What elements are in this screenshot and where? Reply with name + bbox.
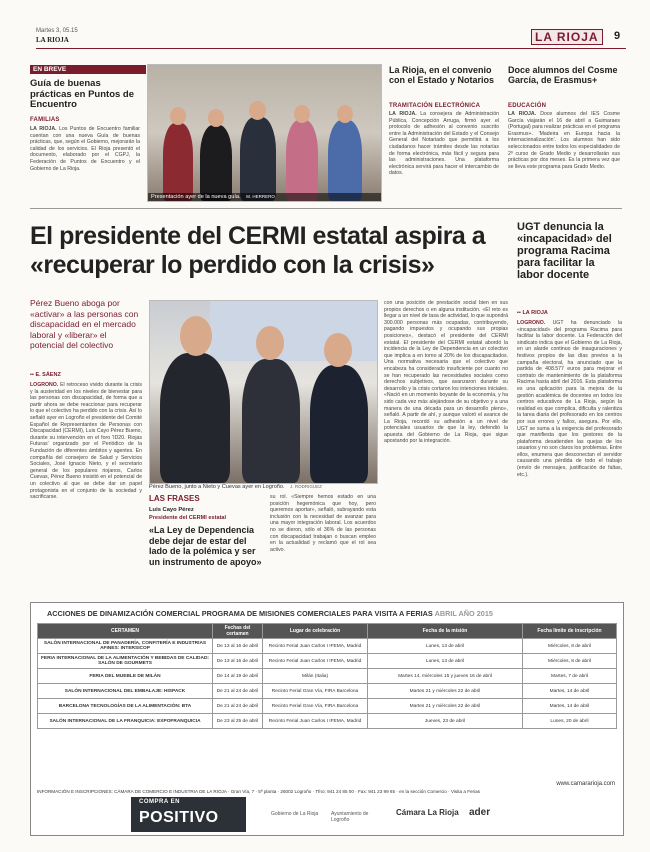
ugt-byline-line: ▪▪ LA RIOJA bbox=[517, 310, 548, 316]
ad-title: ACCIONES DE DINAMIZACIÓN COMERCIAL PROGRAMA DE MISIONES COMERCIALES PARA VISITA A FERIAS bbox=[47, 609, 433, 618]
ad-info: INFORMACIÓN E INSCRIPCIONES: CÁMARA DE COMERCIO E INDUSTRIA DE LA RIOJA · Gran Vía, 7 · 5ª planta · 26002 Logroño · Tfno: 941 24 85 00 · Fax: 941 23 99 65 · en la sección Comercio · Visita a Ferias bbox=[37, 789, 480, 794]
cosme-text: Doce alumnos del IES Cosme García viajarán el 16 de abril a Guimaraes (Portugal) para realizar prácticas en el programa Erasmus+. 'Madeira en Europa hacia la internacionalización'. Los alumnos han sido seleccionados entre todos los especialidades de 2º curso de Grado Medio y desarrollarán sus prácticas por dos meses. Es la primera vez que se lleva este programa para Grado Medio. bbox=[508, 111, 620, 170]
convenio-text: La consejera de Administración Pública, Concepción Arruga, firmó ayer el protocolo de adhesión al convenio suscrito entre la Administración del Estado y el Consejo General del Notariado que permitirá a los ciudadanos hacer trámites desde las notarías de forma electrónica, más fácil y segura para las administraciones. Una plataforma electrónica servirá para hacer el intercambio de datos. bbox=[389, 111, 499, 177]
figure-5-head bbox=[337, 105, 353, 123]
figure-2-head bbox=[208, 109, 224, 127]
brief-text: Los Puntos de Encuentro familiar cuentan con una nueva Guía de buenas prácticas, que, según el Gobierno, mejorarán la calidad de los servicios. El Rioja presentó el documento, elaborado por el CGPJ, la Federación de Puntos de Encuentro y el Gobierno de La Rioja. bbox=[30, 126, 140, 172]
ad-cell: Recinto Ferial Gran Vía, FIRA Barcelona bbox=[263, 684, 368, 699]
cosme-kicker: EDUCACIÓN bbox=[508, 103, 547, 109]
positivo-label: POSITIVO bbox=[139, 809, 219, 826]
ad-cell: SALÓN INTERNACIONAL DE LA FRANQUICIA: EXPOFRANQUICIA bbox=[38, 714, 213, 729]
ad-cell: De 13 al 16 de abril bbox=[213, 639, 263, 654]
figure-1 bbox=[163, 123, 193, 201]
figure-2 bbox=[200, 125, 232, 201]
brief-byline: LA RIOJA. bbox=[30, 126, 57, 132]
col-fechas: Fechas del certamen bbox=[213, 624, 263, 639]
quote-tag: LAS FRASES bbox=[149, 494, 200, 503]
ad-cell: De 21 al 24 de abril bbox=[213, 699, 263, 714]
page-number: 9 bbox=[614, 30, 621, 42]
ad-cell: Recinto Ferial Juan Carlos I IFEMA, Madrid bbox=[263, 714, 368, 729]
ugt-city: LOGROÑO. bbox=[517, 320, 546, 326]
ad-cell: Recinto Ferial Juan Carlos I IFEMA, Madrid bbox=[263, 654, 368, 669]
photo-guide-presentation bbox=[147, 64, 382, 202]
figure-perez-head bbox=[180, 316, 212, 356]
ugt-body bbox=[517, 320, 622, 582]
ad-cell: SALÓN INTERNACIONAL DEL EMBALAJE: HISPACK bbox=[38, 684, 213, 699]
ad-cell: Martes 21 y miércoles 22 de abril bbox=[368, 684, 523, 699]
ad-cell: Recinto Ferial Gran Vía, FIRA Barcelona bbox=[263, 699, 368, 714]
convenio-byline: LA RIOJA. bbox=[389, 111, 417, 117]
ad-cell: Milán (Italia) bbox=[263, 669, 368, 684]
main-subhead: Pérez Bueno aboga por «activar» a las personas con discapacidad en el mercado laboral y «liberar» el potencial del colectivo bbox=[30, 298, 139, 350]
photo-cermi bbox=[149, 300, 378, 484]
main-col1-text: El retroceso vivido durante la crisis y la austeridad en los niveles de bienestar para las personas con discapacidad, de forma que a partir ahora se debe reaccionar para recuperar lo que el colectivo ha perdido con la crisis. Así lo señaló ayer en Logroño el presidente del Comité Español de Representantes de Personas con Discapacidad (CERMI), Luis Cayo Pérez Bueno, durante su intervención en el foro 'ID20. Riojas Futuras' organizado por el Periódico de la Fundación de diferentes ámbitos y agentes. En compañía del consejero de Salud y Servicios Sociales, José Ignacio Nieto, y el secretario general de los populares riojanos, Carlos Cuevas, Pérez Bueno insistió en el potencial de un colectivo al que se debe dar un papel protagonista en el conjunto de la sociedad y sacrificarse. bbox=[30, 382, 142, 501]
logo-ayuntamiento: Ayuntamiento de Logroño bbox=[331, 811, 369, 823]
main-col2: su rol. «Siempre hemos estado en una posición hegemónica que hoy, pero queremos aportar», señaló, subrayando esta inclusión con la necesidad de avanzar para una mayor integración laboral. Los acuerdos no se dieron, sólo el 36% de las personas con discapacidad trabajan o buscan empleo en la actualidad y reclamó que el rol sea activo. bbox=[270, 494, 376, 553]
ad-cell: Martes 14, miércoles 15 y jueves 16 de abril bbox=[368, 669, 523, 684]
convenio-body bbox=[389, 111, 499, 201]
ad-table-row bbox=[38, 684, 617, 699]
ad-box bbox=[30, 602, 624, 836]
ad-cell: De 14 al 19 de abril bbox=[213, 669, 263, 684]
section-label: LA RIOJA bbox=[531, 29, 603, 45]
ad-web[interactable]: www.camararioja.com bbox=[556, 781, 615, 787]
ad-cell: Martes, 14 de abril bbox=[523, 699, 617, 714]
ad-table-row bbox=[38, 714, 617, 729]
ad-cell: FERIA DEL MUEBLE DE MILÁN bbox=[38, 669, 213, 684]
cosme-byline: LA RIOJA. bbox=[508, 111, 537, 117]
ad-title-line bbox=[47, 609, 617, 618]
compra-logo bbox=[131, 797, 246, 832]
main-byline: E. SÁENZ bbox=[35, 372, 61, 378]
page-header bbox=[36, 28, 626, 49]
figure-5 bbox=[328, 120, 362, 201]
brief-tag: EN BREVE bbox=[30, 65, 146, 74]
quote-who: Luis Cayo Pérez bbox=[149, 507, 194, 513]
photo2-caption bbox=[149, 484, 376, 490]
ad-table-header bbox=[38, 624, 617, 639]
col-certamen: CERTAMEN bbox=[38, 624, 213, 639]
compra-label: COMPRA EN bbox=[139, 799, 180, 805]
logo-gobierno: Gobierno de La Rioja bbox=[271, 811, 319, 817]
ad-cell: BARCELONA TECNOLOGÍAS DE LA ALIMENTACIÓN: BTA bbox=[38, 699, 213, 714]
ad-table-row bbox=[38, 654, 617, 669]
ad-cell: SALÓN INTERNACIONAL DE PANADERÍA, CONFITERÍA E INDUSTRIAS AFINES: INTERSICOP bbox=[38, 639, 213, 654]
figure-nieto-head bbox=[256, 326, 284, 360]
ugt-title: UGT denuncia la «incapacidad» del programa Racima para facilitar la labor docente bbox=[517, 221, 612, 281]
ad-cell: De 13 al 16 de abril bbox=[213, 654, 263, 669]
figure-1-head bbox=[170, 107, 186, 125]
photo2-credit: J. RODRIGUEZ bbox=[290, 484, 322, 489]
ad-cell: Lunes, 20 de abril bbox=[523, 714, 617, 729]
quote-role: Presidente del CERMI estatal bbox=[149, 515, 227, 521]
main-col1 bbox=[30, 382, 142, 584]
photo1-caption-text: Presentación ayer de la nueva guía. bbox=[151, 194, 241, 200]
main-headline: El presidente del CERMI estatal aspira a «recuperar lo perdido con la crisis» bbox=[30, 222, 486, 279]
ad-cell: Martes, 7 de abril bbox=[523, 669, 617, 684]
logo-camara: Cámara La Rioja bbox=[396, 808, 459, 817]
ad-cell: FERIA INTERNACIONAL DE LA ALIMENTACIÓN Y BEBIDAS DE CALIDAD: SALÓN DE GOURMETS bbox=[38, 654, 213, 669]
brief-kicker: FAMILIAS bbox=[30, 117, 60, 123]
ad-table-row bbox=[38, 639, 617, 654]
header-date: Martes 3, 05.15 bbox=[36, 28, 78, 34]
ad-cell: Recinto Ferial Juan Carlos I IFEMA, Madrid bbox=[263, 639, 368, 654]
figure-4-head bbox=[294, 105, 310, 123]
ad-table-row bbox=[38, 669, 617, 684]
convenio-title: La Rioja, en el convenio con el Estado y Notarios bbox=[389, 65, 495, 85]
convenio-kicker: TRAMITACIÓN ELECTRÓNICA bbox=[389, 103, 481, 109]
brief-body bbox=[30, 126, 140, 198]
photo2-caption-text: Pérez Bueno, junto a Nieto y Cuevas ayer en Logroño. bbox=[149, 484, 285, 490]
main-col3: con una posición de prestación social bien en sus propios derechos o en alguna institución. «El reto es llegar a un nivel de tasa de actividad, lo que supondrá 300.000 personas más ocupadas, contribuyendo, pagando impuestos y ocupando sus propias posiciones», destacó el presidente del CERMI estatal. El presidente del CERMI estatal abordó la incidencia de la Ley de Dependencia en un colectivo que implica a en torno al 20% de los discapacitados. Una normativa necesaria que el colectivo que encabeza ha considerado insuficiente por cuanto no se han recuperado las necesidades sociales como derechos subjetivos, que avanzaron durante su desarrollo y la crisis cortaron los intenciones iniciales. «Nació en un momento boyante de la economía, y ha sido cada vez más alejándose de su objetivo y a una manera de una década para un desarrollo pleno», señaló. A partir de ahí, y aunque valoró el avance de La Rioja, recordó su adhesión a un nivel de potenciales usuarios de que la ley, defendió la apuesta del Gobierno de La Rioja, que sigue apostando por la integración. bbox=[384, 300, 508, 445]
col-limite: Fecha límite de inscripción bbox=[523, 624, 617, 639]
ad-cell: De 23 al 25 de abril bbox=[213, 714, 263, 729]
figure-3 bbox=[240, 117, 276, 201]
ad-cell: Miércoles, 8 de abril bbox=[523, 639, 617, 654]
ugt-byline: LA RIOJA bbox=[522, 310, 548, 316]
ad-table bbox=[37, 623, 617, 729]
figure-cuevas-head bbox=[324, 333, 352, 367]
ad-cell: Martes, 14 de abril bbox=[523, 684, 617, 699]
ad-period: ABRIL AÑO 2015 bbox=[434, 609, 493, 618]
backdrop-banner bbox=[210, 301, 377, 361]
photo1-caption bbox=[148, 193, 381, 201]
ad-table-row bbox=[38, 699, 617, 714]
figure-nieto bbox=[242, 359, 300, 483]
col-mision: Fecha de la misión bbox=[368, 624, 523, 639]
main-byline-line: ▪▪ E. SÁENZ bbox=[30, 372, 61, 378]
ad-cell: Lunes, 13 de abril bbox=[368, 654, 523, 669]
figure-cuevas bbox=[310, 365, 368, 483]
ugt-text: UGT ha denunciado la «incapacidad» del programa Racima para facilitar la labor docente. La Federación del sindicato indica que el Gobierno de La Rioja, en un alarde continuo de inauguraciones y festivos propios de las días previos a la campaña electoral, ha anunciado que la partida de 408.577 euros para mejorar el contrato de mantenimiento de la plataforma Racima hasta abril del 2016. Esta plataforma es una aplicación para la mejora de la gestión académica de docentes en todos los centros educativos de La Rioja, según la realidad es que complica, dificulta y ralentiza la tarea diaria del profesorado en los centros por sus errores y fallos, asegura. Por ello, UGT se suma a la exigencia del profesorado que manifiesta que los gestores de la plataforma desatienden las quejas de los usuarios y no son claros los problemas. Entre ellos, enumera que desconectan el servidor causando una pérdida de todo el trabajo (envío de mensajes, justificación de faltas, etc.). bbox=[517, 320, 622, 478]
ad-cell: Jueves, 23 de abril bbox=[368, 714, 523, 729]
cosme-title: Doce alumnos del Cosme García, de Erasmus+ bbox=[508, 65, 618, 85]
main-city: LOGROÑO. bbox=[30, 382, 59, 388]
divider-top bbox=[30, 208, 622, 209]
cosme-body bbox=[508, 111, 620, 201]
figure-perez bbox=[160, 353, 230, 483]
ad-cell: De 21 al 24 de abril bbox=[213, 684, 263, 699]
figure-3-head bbox=[249, 101, 266, 120]
photo1-credit: M. HERRERO bbox=[246, 194, 275, 199]
ad-cell: Lunes, 13 de abril bbox=[368, 639, 523, 654]
quote-text: «La Ley de Dependencia debe dejar de estar del lado de la polémica y ser un instrumento de apoyo» bbox=[149, 525, 262, 567]
figure-4 bbox=[286, 120, 318, 201]
logo-ader: ader bbox=[469, 807, 491, 818]
brief-title: Guía de buenas prácticas en Puntos de Encuentro bbox=[30, 78, 135, 110]
ad-cell: Martes 21 y miércoles 22 de abril bbox=[368, 699, 523, 714]
header-paper: LA RIOJA bbox=[36, 36, 69, 44]
col-lugar: Lugar de celebración bbox=[263, 624, 368, 639]
ad-cell: Miércoles, 8 de abril bbox=[523, 654, 617, 669]
